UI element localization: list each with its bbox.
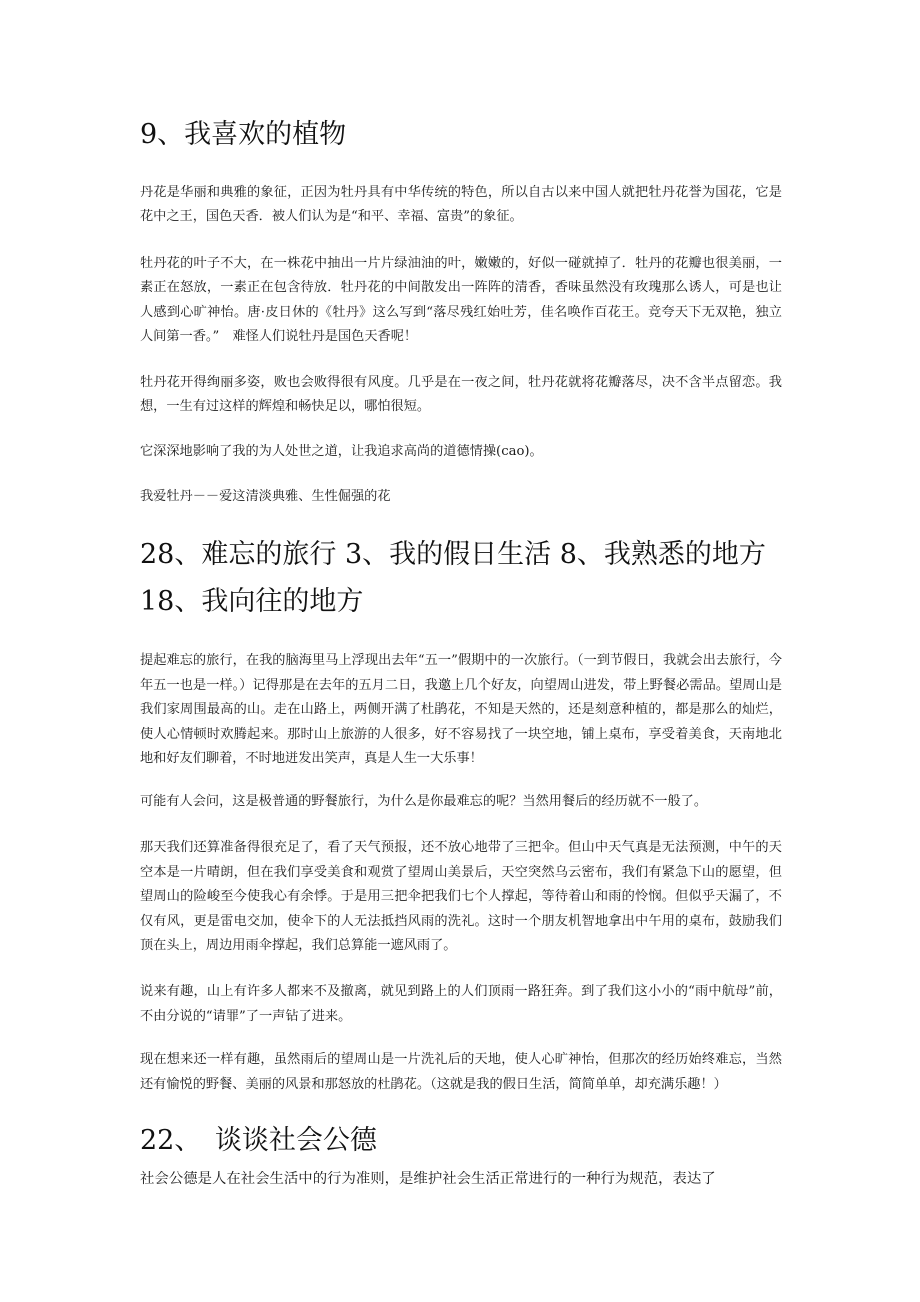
paragraph-travel-rain: 那天我们还算准备得很充足了，看了天气预报，还不放心地带了三把伞。但山中天气真是无法预测，中午的天空本是一片晴朗，但在我们享受美食和观赏了望周山美景后，天空突然乌云密布，我们有紧急下山的愿望，但望周山的险峻至今使我心有余悸。于是用三把伞把我们七个人撑起，等待着山和雨的怜悯。但似乎天漏了，不仅有风，更是雷电交加，使伞下的人无法抵挡风雨的洗礼。这时一个朋友机智地拿出中午用的桌布，鼓励我们顶在头上，周边用雨伞撑起，我们总算能一遮风雨了。 xyxy=(140,840,782,954)
paragraph-morality-intro: 社会公德是人在社会生活中的行为准则，是维护社会生活正常进行的一种行为规范，表达了 xyxy=(140,1171,716,1187)
paragraph-travel-funny: 说来有趣，山上有许多人都来不及撤离，就见到路上的人们顶雨一路狂奔。到了我们这小小的“雨中航母”前，不由分说的“请罪”了一声钻了进来。 xyxy=(140,984,782,1024)
paragraph-peony-bloom: 牡丹花开得绚丽多姿，败也会败得很有风度。几乎是在一夜之间，牡丹花就将花瓣落尽，决不含半点留恋。我想，一生有过这样的辉煌和畅快足以，哪怕很短。 xyxy=(140,375,782,415)
paragraph-peony-leaves: 牡丹花的叶子不大，在一株花中抽出一片片绿油油的叶，嫩嫩的，好似一碰就掉了．牡丹的花瓣也很美丽，一素正在怒放，一素正在包含待放．牡丹花的中间散发出一阵阵的清香，香味虽然没有玫瑰那么诱人，可是也让人感到心旷神怡。唐·皮日休的《牡丹》这么写到“落尽残红始吐芳，佳名唤作百花王。竞夸天下无双艳，独立人间第一香。” 难怪人们说牡丹是国色天香呢！ xyxy=(140,256,782,345)
paragraph-peony-influence: 它深深地影响了我的为人处世之道，让我追求高尚的道德情操(cao)。 xyxy=(140,444,543,459)
paragraph-travel-question: 可能有人会问，这是极普通的野餐旅行，为什么是你最难忘的呢？当然用餐后的经历就不一般了。 xyxy=(140,794,708,809)
paragraph-travel-intro: 提起难忘的旅行，在我的脑海里马上浮现出去年“五一”假期中的一次旅行。（一到节假日，我就会出去旅行，今年五一也是一样。）记得那是在去年的五月二日，我邀上几个好友，向望周山进发，带上野餐必需品。望周山是我们家周围最高的山。走在山路上，两侧开满了杜鹃花，不知是天然的，还是刻意种植的，都是那么的灿烂，使人心情顿时欢腾起来。那时山上旅游的人很多，好不容易找了一块空地，铺上桌布，享受着美食，天南地北地和好友们聊着，不时地迸发出笑声，真是人生一大乐事！ xyxy=(140,653,782,767)
paragraph-peony-love: 我爱牡丹－－爱这清淡典雅、生性倔强的花 xyxy=(140,489,391,504)
section-heading-plants: 9、我喜欢的植物 xyxy=(140,119,347,150)
section-heading-travel-line2: 18、我向往的地方 xyxy=(140,586,364,617)
paragraph-travel-memory: 现在想来还一样有趣，虽然雨后的望周山是一片洗礼后的天地，使人心旷神怡，但那次的经历始终难忘，当然还有愉悦的野餐、美丽的风景和那怒放的杜鹃花。（这就是我的假日生活，简简单单，却充满乐趣！） xyxy=(140,1052,782,1092)
section-heading-morality: 22、 谈谈社会公德 xyxy=(140,1125,377,1156)
paragraph-peony-intro: 丹花是华丽和典雅的象征，正因为牡丹具有中华传统的特色，所以自古以来中国人就把牡丹花誉为国花，它是花中之王，国色天香．被人们认为是“和平、幸福、富贵”的象征。 xyxy=(140,185,782,225)
section-heading-travel-line1: 28、难忘的旅行 3、我的假日生活 8、我熟悉的地方 xyxy=(140,539,766,570)
